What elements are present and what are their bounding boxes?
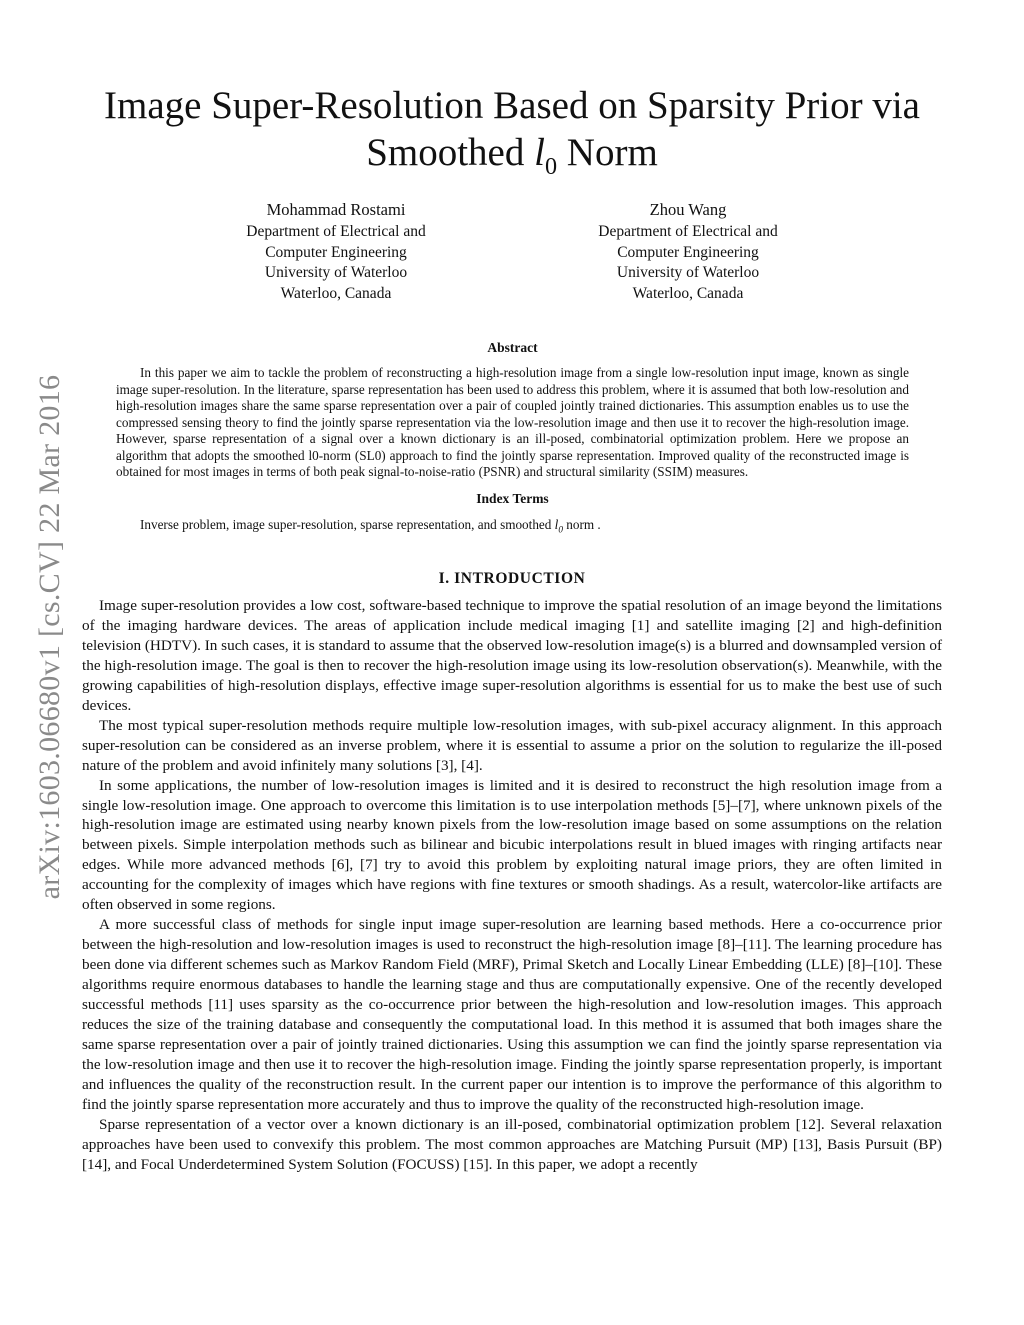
author-university: University of Waterloo [616,264,760,282]
abstract-heading: Abstract [487,340,538,355]
paper-title [60,82,964,190]
paragraph: In some applications, the number of low-resolution images is limited and it is desired to reconstruct the high resolution image from a single low-resolution image. One approach to overcome this limitation is to use interpolation methods [5]–[7], where unknown pixels of the high-resolution image are estimated using nearby known pixels from the low-resolution image based on some assumptions on the relation between pixels. Simple interpolation methods such as bilinear and bicubic interpolations result in blued images with ringing artifacts near edges. While more advanced methods [6], [7] try to avoid this problem by exploiting natural image priors, they are often limited in accounting for the complexity of images which have regions with fine textures or smooth shadings. As a result, watercolor-like artifacts are often observed in some regions. [82,776,942,914]
abstract-section [116,340,909,538]
title-tail: Norm [566,131,658,174]
title-main: Image Super-Resolution Based on Sparsity Prior via Smoothed [104,84,920,174]
author-university: University of Waterloo [264,264,408,282]
paragraph: The most typical super-resolution methods require multiple low-resolution images, with sub-pixel accuracy alignment. In this approach super-resolution can be considered as an inverse problem, where it is essential to assume a prior on the solution to regularize the ill-posed nature of the problem and avoid infinitely many solutions [3], [4]. [82,716,942,774]
author-2 [538,200,838,305]
introduction-body [82,596,942,1175]
index-terms-heading: Index Terms [476,490,549,506]
index-terms-text: Inverse problem, image super-resolution, sparse representation, and smoothed $l_0$ norm . [140,516,601,535]
author-location: Waterloo, Canada [632,285,744,303]
author-dept-line2: Computer Engineering [265,243,407,261]
paragraph: A more successful class of methods for single input image super-resolution are learning based methods. Here a co-occurrence prior between the high-resolution and low-resolution images is used to reconstruct the high-resolution image [8]–[11]. The learning procedure has been done via different schemes such as Markov Random Field (MRF), Primal Sketch and Locally Linear Embedding (LLE) [8]–[10]. These algorithms require enormous databases to handle the learning stage and thus are computationally expensive. One of the recently developed successful methods [11] uses sparsity as the co-occurrence prior between the high-resolution and low-resolution images. This approach reduces the size of the training database and consequently the computational load. In this method it is assumed that both images share the same sparse representation over a pair of jointly trained dictionaries. Using this assumption we can find the jointly sparse representation via the low-resolution image and then use it to recover the high-resolution image. Finding the jointly sparse representation properly, is important and influences the quality of the reconstruction result. In the current paper our intention is to improve the performance of this algorithm to find the jointly sparse representation more accurately and thus to improve the quality of the reconstructed high-resolution image. [82,916,942,1113]
author-1 [186,200,486,305]
index-terms-math: $l_0$ [554,516,563,535]
author-name: Zhou Wang [649,200,727,219]
author-location: Waterloo, Canada [280,285,392,303]
author-dept-line1: Department of Electrical and [598,222,778,240]
author-dept-line1: Department of Electrical and [246,222,426,240]
paragraph: Sparse representation of a vector over a known dictionary is an ill-posed, combinatorial optimization problem [12]. Several relaxation approaches have been used to convexify this problem. The most common approaches are Matching Pursuit (MP) [13], Basis Pursuit (BP) [14], and Focal Underdetermined System Solution (FOCUSS) [15]. In this paper, we adopt a recently [82,1115,942,1173]
title-math-symbol: $l_0$ [534,131,558,180]
abstract-text: In this paper we aim to tackle the problem of reconstructing a high-resolution image from a single low-resolution input image, known as single image super-resolution. In the literature, sparse representation has been used to address this problem, where it is assumed that both low-resolution and high-resolution images share the same sparse representation over a pair of coupled jointly trained dictionaries. This assumption enables us to use the compressed sensing theory to find the jointly sparse representation via the low-resolution image and then use it to recover the high-resolution image. However, sparse representation of a signal over a known dictionary is an ill-posed, combinatorial optimization problem. Here we propose an algorithm that adopts the smoothed l0-norm (SL0) approach to find the jointly sparse representation. Improved quality of the reconstructed image is obtained for most images in terms of both peak signal-to-noise-ratio (PSNR) and structural similarity (SSIM) measures. [116,365,909,479]
author-name: Mohammad Rostami [266,200,406,219]
arxiv-identifier: arXiv:1603.06680v1 [cs.CV] 22 Mar 2016 [33,374,66,900]
author-dept-line2: Computer Engineering [617,243,759,261]
section-heading-introduction: I. INTRODUCTION [438,570,586,587]
paragraph: Image super-resolution provides a low cost, software-based technique to improve the spatial resolution of an image beyond the limitations of the imaging hardware devices. The areas of application include medical imaging [1] and satellite imaging [2] and high-definition television (HDTV). In such cases, it is standard to assume that the observed low-resolution image(s) is a blurred and downsampled version of the high-resolution image. The goal is then to recover the high-resolution image using its low-resolution observation(s). Meanwhile, with the growing capabilities of high-resolution displays, effective image super-resolution algorithms is essential for us to make the best use of such devices. [82,597,942,714]
